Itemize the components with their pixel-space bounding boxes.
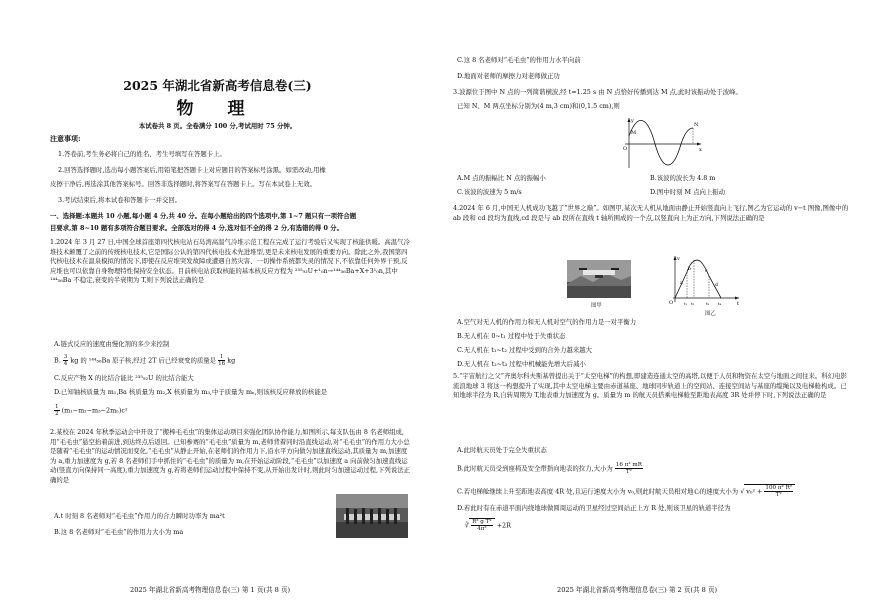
q2-option-d: D.地面对老师的摩擦力对老师做正功 bbox=[457, 72, 560, 80]
q3-option-d: D.图中时刻 M 点向上振动 bbox=[650, 188, 726, 196]
q1-stem: 1.2024 年 3 月 27 日,中国全球首座第四代核电站石岛湾高温气冷堆示范工程在完成了运行考验后又实现了核能供暖。高温气冷堆技术颠覆了之前的传统核电技术,它是国际公认的第四代核电技术先进堆型,更是未来核电发展的重要方向。除此之外,我国第四代核电技术在温泉模拟的情况下,即使在反应堆突发故障或遭遇自然灾害、一切操作系统都失灵的情况下,不依靠任何外界干预,反应堆也可以依靠自身物理特性保持安全状态。目前核电站获取核能的基本核反应方程为 ²³⁵₉₂U+¹₀n→¹⁴⁴₅₆Ba+X+3¹₀n,其中 ¹⁴⁴₅₆Ba 不稳定,衰变的半衰期为 T,则下列说法正确的是 bbox=[50, 238, 410, 285]
q3-x-label: x bbox=[699, 147, 702, 153]
q4-point-b: b bbox=[688, 267, 691, 272]
q4-option-c: C.无人机在 t₁~t₂ 过程中受到的合外力越来越大 bbox=[457, 346, 593, 354]
q3-option-a: A.M 点的振幅比 N 点的振幅小 bbox=[457, 174, 546, 182]
q1-option-a: A.链式反应的速度由慢化剂的多少来控制 bbox=[54, 340, 170, 348]
exam-subject: 物 理 bbox=[176, 99, 259, 119]
q2-stem: 2.某校在 2024 年秋季运动会中开设了“搬棒毛毛虫”的集体运动项目来强化团队协作能力,如图所示,每支队伍由 8 名老师组成,用“毛毛虫”悬空抬着前进,到达终点后返回。已知参赛的“毛毛虫”质量为 m,老师背着同时沿直线运动,对“毛毛虫”的作用力大小总是随着“毛毛虫”的运动情况而变化,“毛毛虫”从静止开始,在老师们的作用力下,沿水平方向做匀加速直线运动,其质量为 m,加速度为 a,重力加速度为 g,若 8 名老师们手中抓住的“毛毛虫”的质量为 m,在开始运动阶段,“毛毛虫”以加速度 a 向前做匀加速直线运动(竖直方向保持同一高度),重力加速度为 g,若将老师们运动过程中保持不变,从开始出发计时,则此时匀加速运动过程,下列说法正确的是 bbox=[50, 428, 410, 484]
exam-info: 本试卷共 8 页。全卷满分 100 分,考试用时 75 分钟。 bbox=[138, 122, 297, 130]
q4-tick-t2: t₂ bbox=[691, 301, 695, 306]
q1-option-c: C.反应产物 X 的比结合能比 ²³⁵₉₂U 的比结合能大 bbox=[54, 374, 194, 382]
notice-item-1: 1.答卷前,考生务必将自己的姓名、考生号填写在答题卡上。 bbox=[58, 150, 226, 158]
q1-option-d: D.已知铀核质量为 m₁,Ba 核质量为 m₂,X 核质量为 m₃,中子质量为 mₙ,则该核反应释放的核能是 bbox=[54, 388, 328, 396]
q3-y-label: y bbox=[631, 118, 634, 124]
q4-tick-t1: t₁ bbox=[684, 301, 688, 306]
q3-stem-line-1: 3.波源位于图中 N 点的一列简谐横波,经 t=1.25 s 由 N 点恰好传播到达 M 点,此时该振动处于波峰。 bbox=[453, 88, 742, 96]
page-right bbox=[435, 0, 870, 615]
q2-option-b: B.这 8 名老师对“毛毛虫”的作用力大小为 ma bbox=[54, 528, 184, 536]
q5-option-d-formula: ∛ $\frac{\text{R² g T²}}{\text{4π²}}$ +2R bbox=[465, 519, 511, 532]
q4-v-label: v bbox=[677, 256, 680, 262]
q3-point-m: M bbox=[631, 130, 637, 136]
footer-right: 2025 年湖北省新高考物理信息卷(三) 第 2 页(共 8 页) bbox=[557, 586, 718, 594]
q5-option-a: A.此时航天员处于完全失重状态 bbox=[457, 446, 547, 454]
footer-left: 2025 年湖北省新高考物理信息卷(三) 第 1 页(共 8 页) bbox=[130, 586, 291, 594]
q2-option-a: A.t 时刻 8 名老师对“毛毛虫”作用力的合力瞬时功率为 ma²t bbox=[54, 512, 225, 520]
q4-option-a: A.空气对无人机的作用力和无人机对空气的作用力是一对平衡力 bbox=[457, 318, 637, 326]
caterpillar-race-photo bbox=[336, 494, 408, 538]
section1-line-1: 一、选择题:本题共 10 小题,每小题 4 分,共 40 分。在每小题给出的四个选项中,第 1~7 题只有一项符合题 bbox=[50, 212, 357, 220]
q1-option-d-formula: $\frac{1}{2}$ (m₁−m₂−m₃−2mₙ)c² bbox=[55, 404, 128, 417]
q5-option-d: D.若此时有在赤道平面内绕地球做圆周运动的卫星经过空间站正上方 R 处,则该卫星的轨道半径为 bbox=[457, 504, 731, 512]
q4-point-a: a bbox=[680, 281, 683, 286]
q4-origin-label: O bbox=[669, 300, 674, 306]
q4-point-c: c bbox=[705, 269, 708, 274]
q4-t-label: t bbox=[737, 301, 740, 307]
q5-stem: 5.“宇宙航行之父”齐奥尔科夫斯基曾提出关于“太空电梯”的构想,即建造连通太空的高塔,以便于人员和物资在太空与地面之间往来。科幻电影流浪地球 3 将这一构想提升了实现,其中太空电梯主要由赤道基座、地球同步轨道上的空间站、连接空间站与基座的缆绳以及电梯舱构成。已知地球半径为 R,自转周期为 T,地表重力加速度为 g。质量为 m 的航天员搭乘电梯舱至距地表高度 3R 处并停下时,下列说法正确的是 bbox=[453, 372, 847, 400]
q1-option-b: B. $\frac{3}{4}$ kg 的 ¹⁴⁴₅₆Ba 原子核,经过 2T 后已经衰变的质量是 $\frac{1}{16}$ kg bbox=[54, 354, 236, 367]
q4-tick-t4: t₄ bbox=[718, 301, 722, 306]
q3-wave-graph bbox=[615, 114, 705, 170]
q2-option-c: C.这 8 名老师对“毛毛虫”的作用力水平向前 bbox=[457, 56, 581, 64]
q4-fig1-label: 图甲 bbox=[591, 303, 602, 309]
q3-option-c: C.该波的波速为 5 m/s bbox=[457, 188, 522, 196]
notice-heading: 注意事项: bbox=[50, 134, 81, 143]
q3-option-b: B.该波的波长为 4.8 m bbox=[650, 174, 716, 182]
q5-option-c: C.若电梯舱继续上升至距地表高度 4R 处,且运行速度大小为 v₀,则此时航天员相对地心的速度大小为 √ v₀² + $\frac{\text{100 π² R²}}{\text{T²}}$ bbox=[457, 484, 795, 498]
q5-option-b: B.此时航天员受到座椅及安全带指向地表的拉力,大小为 $\frac{\text{16 π² mR}}{\text{T²}}$ bbox=[457, 462, 642, 475]
q4-stem: 4.2024 年 6 月,中国无人机成功飞越了“世界之巅”。如图甲,某次无人机从地面由静止开始竖直向上飞行,图乙为它运动的 v−t 图像,图像中的 ab 段和 cd 段均为直线,cd 段是与 ab 段所在直线 t 轴所围成的一个点,以竖直向上为正方向,下列说法正确的是 bbox=[453, 204, 849, 222]
q4-option-b: B.无人机在 0~t₁ 过程中处于失重状态 bbox=[457, 332, 566, 340]
notice-item-2: 2.回答选择题时,选出每小题答案后,用铅笔把答题卡上对应题目的答案标号涂黑。如需改动,用橡 bbox=[58, 166, 326, 174]
notice-item-3: 3.考试结束后,将本试卷和答题卡一并交回。 bbox=[58, 196, 182, 204]
q3-stem-line-2: 已知 N、M 两点坐标分别为(4 m,3 cm)和(0,1.5 cm),则 bbox=[457, 102, 620, 110]
q4-tick-t3: t₃ bbox=[706, 301, 710, 306]
q4-fig2-label: 图乙 bbox=[705, 311, 716, 317]
exam-title: 2025 年湖北省新高考信息卷(三) bbox=[123, 78, 312, 93]
notice-item-2b: 皮擦干净后,再选涂其他答案标号。回答非选择题时,将答案写在答题卡上。写在本试卷上无效。 bbox=[50, 180, 317, 188]
section1-line-2: 目要求,第 8~10 题有多项符合题目要求。全部选对的得 4 分,选对但不全的得 2 分,有选错的得 0 分。 bbox=[50, 224, 343, 232]
q3-point-n: N bbox=[694, 122, 699, 128]
q4-vt-graph bbox=[667, 252, 743, 310]
q4-point-d: d bbox=[715, 283, 718, 288]
q3-origin-label: O bbox=[623, 146, 628, 152]
q4-option-d: D.无人机在 t₂~t₃ 过程中机械能先增大后减小 bbox=[457, 360, 586, 368]
drone-photo bbox=[567, 260, 631, 298]
